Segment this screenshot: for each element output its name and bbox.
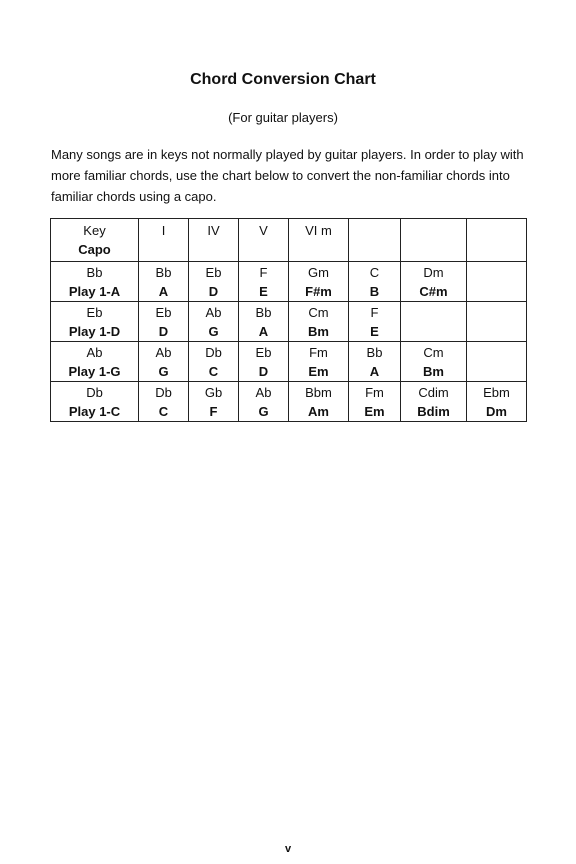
table-cell [467, 262, 527, 302]
table-cell [401, 342, 467, 382]
cell-chord: Db [86, 385, 103, 400]
cell-capo-chord: F#m [305, 284, 332, 299]
cell-capo-chord: C [158, 404, 169, 419]
table-cell [401, 262, 467, 302]
cell-chord: Ab [255, 385, 272, 400]
table-cell [189, 342, 239, 382]
table-cell [139, 262, 189, 302]
cell-capo-chord: Bm [308, 324, 329, 339]
cell-capo-chord: G [258, 404, 269, 419]
chord-conversion-table [50, 218, 527, 422]
cell-chord: IV [207, 223, 220, 238]
table-cell [349, 219, 401, 262]
cell-chord: I [161, 223, 166, 238]
cell-chord: V [259, 223, 268, 238]
cell-capo-chord: G [208, 324, 219, 339]
cell-capo-chord: F [209, 404, 218, 419]
cell-capo-chord: Capo [78, 242, 111, 257]
table-cell [239, 382, 289, 422]
cell-capo-chord: Bm [423, 364, 444, 379]
cell-chord: Cm [423, 345, 444, 360]
cell-chord: Eb [155, 305, 172, 320]
table-row [51, 342, 527, 382]
cell-chord: Fm [309, 345, 328, 360]
table-header-row [51, 219, 527, 262]
table-cell [139, 342, 189, 382]
cell-chord: Ab [155, 345, 172, 360]
cell-chord: F [370, 305, 379, 320]
cell-capo-chord: Dm [486, 404, 507, 419]
cell-chord: Eb [255, 345, 272, 360]
cell-capo-chord: D [258, 364, 269, 379]
cell-chord: Fm [365, 385, 384, 400]
cell-chord: Eb [86, 305, 103, 320]
intro-paragraph: Many songs are in keys not normally played by guitar players. In order to play with more familiar chords, use the chart below to convert the non-familiar chords into familiar chords using a capo. [51, 147, 524, 204]
cell-chord: Eb [205, 265, 222, 280]
table-cell [401, 382, 467, 422]
table-cell [349, 262, 401, 302]
page-number: v [284, 843, 292, 855]
cell-chord: F [259, 265, 268, 280]
cell-capo-chord: Em [364, 404, 385, 419]
table-cell [189, 382, 239, 422]
table-cell [467, 342, 527, 382]
page-subtitle: (For guitar players) [228, 110, 338, 125]
cell-chord: Db [155, 385, 172, 400]
cell-capo-chord: E [370, 324, 379, 339]
cell-capo-chord: Play 1-C [68, 404, 121, 419]
table-cell [467, 219, 527, 262]
table-row [51, 382, 527, 422]
cell-capo-chord: A [158, 284, 169, 299]
cell-capo-chord: A [369, 364, 380, 379]
page-title: Chord Conversion Chart [190, 71, 376, 88]
table-row [51, 262, 527, 302]
cell-capo-chord: D [208, 284, 219, 299]
cell-capo-chord: E [259, 284, 268, 299]
cell-chord: Dm [423, 265, 444, 280]
cell-capo-chord: C [208, 364, 219, 379]
table-cell [349, 302, 401, 342]
table-cell [139, 219, 189, 262]
table-row [51, 302, 527, 342]
table-cell [189, 219, 239, 262]
table-cell [239, 219, 289, 262]
cell-chord: Bbm [305, 385, 332, 400]
table-cell [349, 382, 401, 422]
cell-chord: Bb [86, 265, 103, 280]
cell-chord: C [369, 265, 380, 280]
table-cell [139, 382, 189, 422]
table-cell [139, 302, 189, 342]
cell-chord: Cdim [418, 385, 449, 400]
cell-capo-chord: Bdim [417, 404, 450, 419]
cell-chord: Bb [155, 265, 172, 280]
table-cell [51, 302, 139, 342]
cell-chord: Ab [205, 305, 222, 320]
table-cell [289, 342, 349, 382]
table-cell [239, 342, 289, 382]
table-cell [51, 262, 139, 302]
table-cell [467, 302, 527, 342]
cell-chord: Ebm [483, 385, 510, 400]
table-cell [349, 342, 401, 382]
table-cell [401, 219, 467, 262]
table-cell [239, 262, 289, 302]
cell-capo-chord: A [258, 324, 269, 339]
table-cell [401, 302, 467, 342]
cell-chord: Gm [308, 265, 329, 280]
cell-chord: Db [205, 345, 222, 360]
cell-capo-chord: Play 1-D [68, 324, 121, 339]
cell-capo-chord: Am [308, 404, 329, 419]
cell-capo-chord: Em [308, 364, 329, 379]
cell-capo-chord: G [158, 364, 169, 379]
cell-chord: Bb [366, 345, 383, 360]
table-cell [467, 382, 527, 422]
cell-chord: Gb [204, 385, 223, 400]
cell-capo-chord: D [158, 324, 169, 339]
cell-capo-chord: B [369, 284, 380, 299]
table-cell [289, 219, 349, 262]
table-cell [289, 262, 349, 302]
cell-chord: Bb [255, 305, 272, 320]
cell-chord: Key [83, 223, 106, 238]
table-cell [51, 219, 139, 262]
cell-chord: Ab [86, 345, 103, 360]
table-cell [51, 342, 139, 382]
table-cell [289, 302, 349, 342]
cell-chord: Cm [308, 305, 329, 320]
cell-capo-chord: Play 1-A [68, 284, 121, 299]
table-cell [51, 382, 139, 422]
table-cell [189, 302, 239, 342]
cell-capo-chord: C#m [419, 284, 448, 299]
cell-capo-chord: Play 1-G [68, 364, 121, 379]
table-cell [289, 382, 349, 422]
cell-chord: VI m [305, 223, 332, 238]
table-cell [239, 302, 289, 342]
table-cell [189, 262, 239, 302]
